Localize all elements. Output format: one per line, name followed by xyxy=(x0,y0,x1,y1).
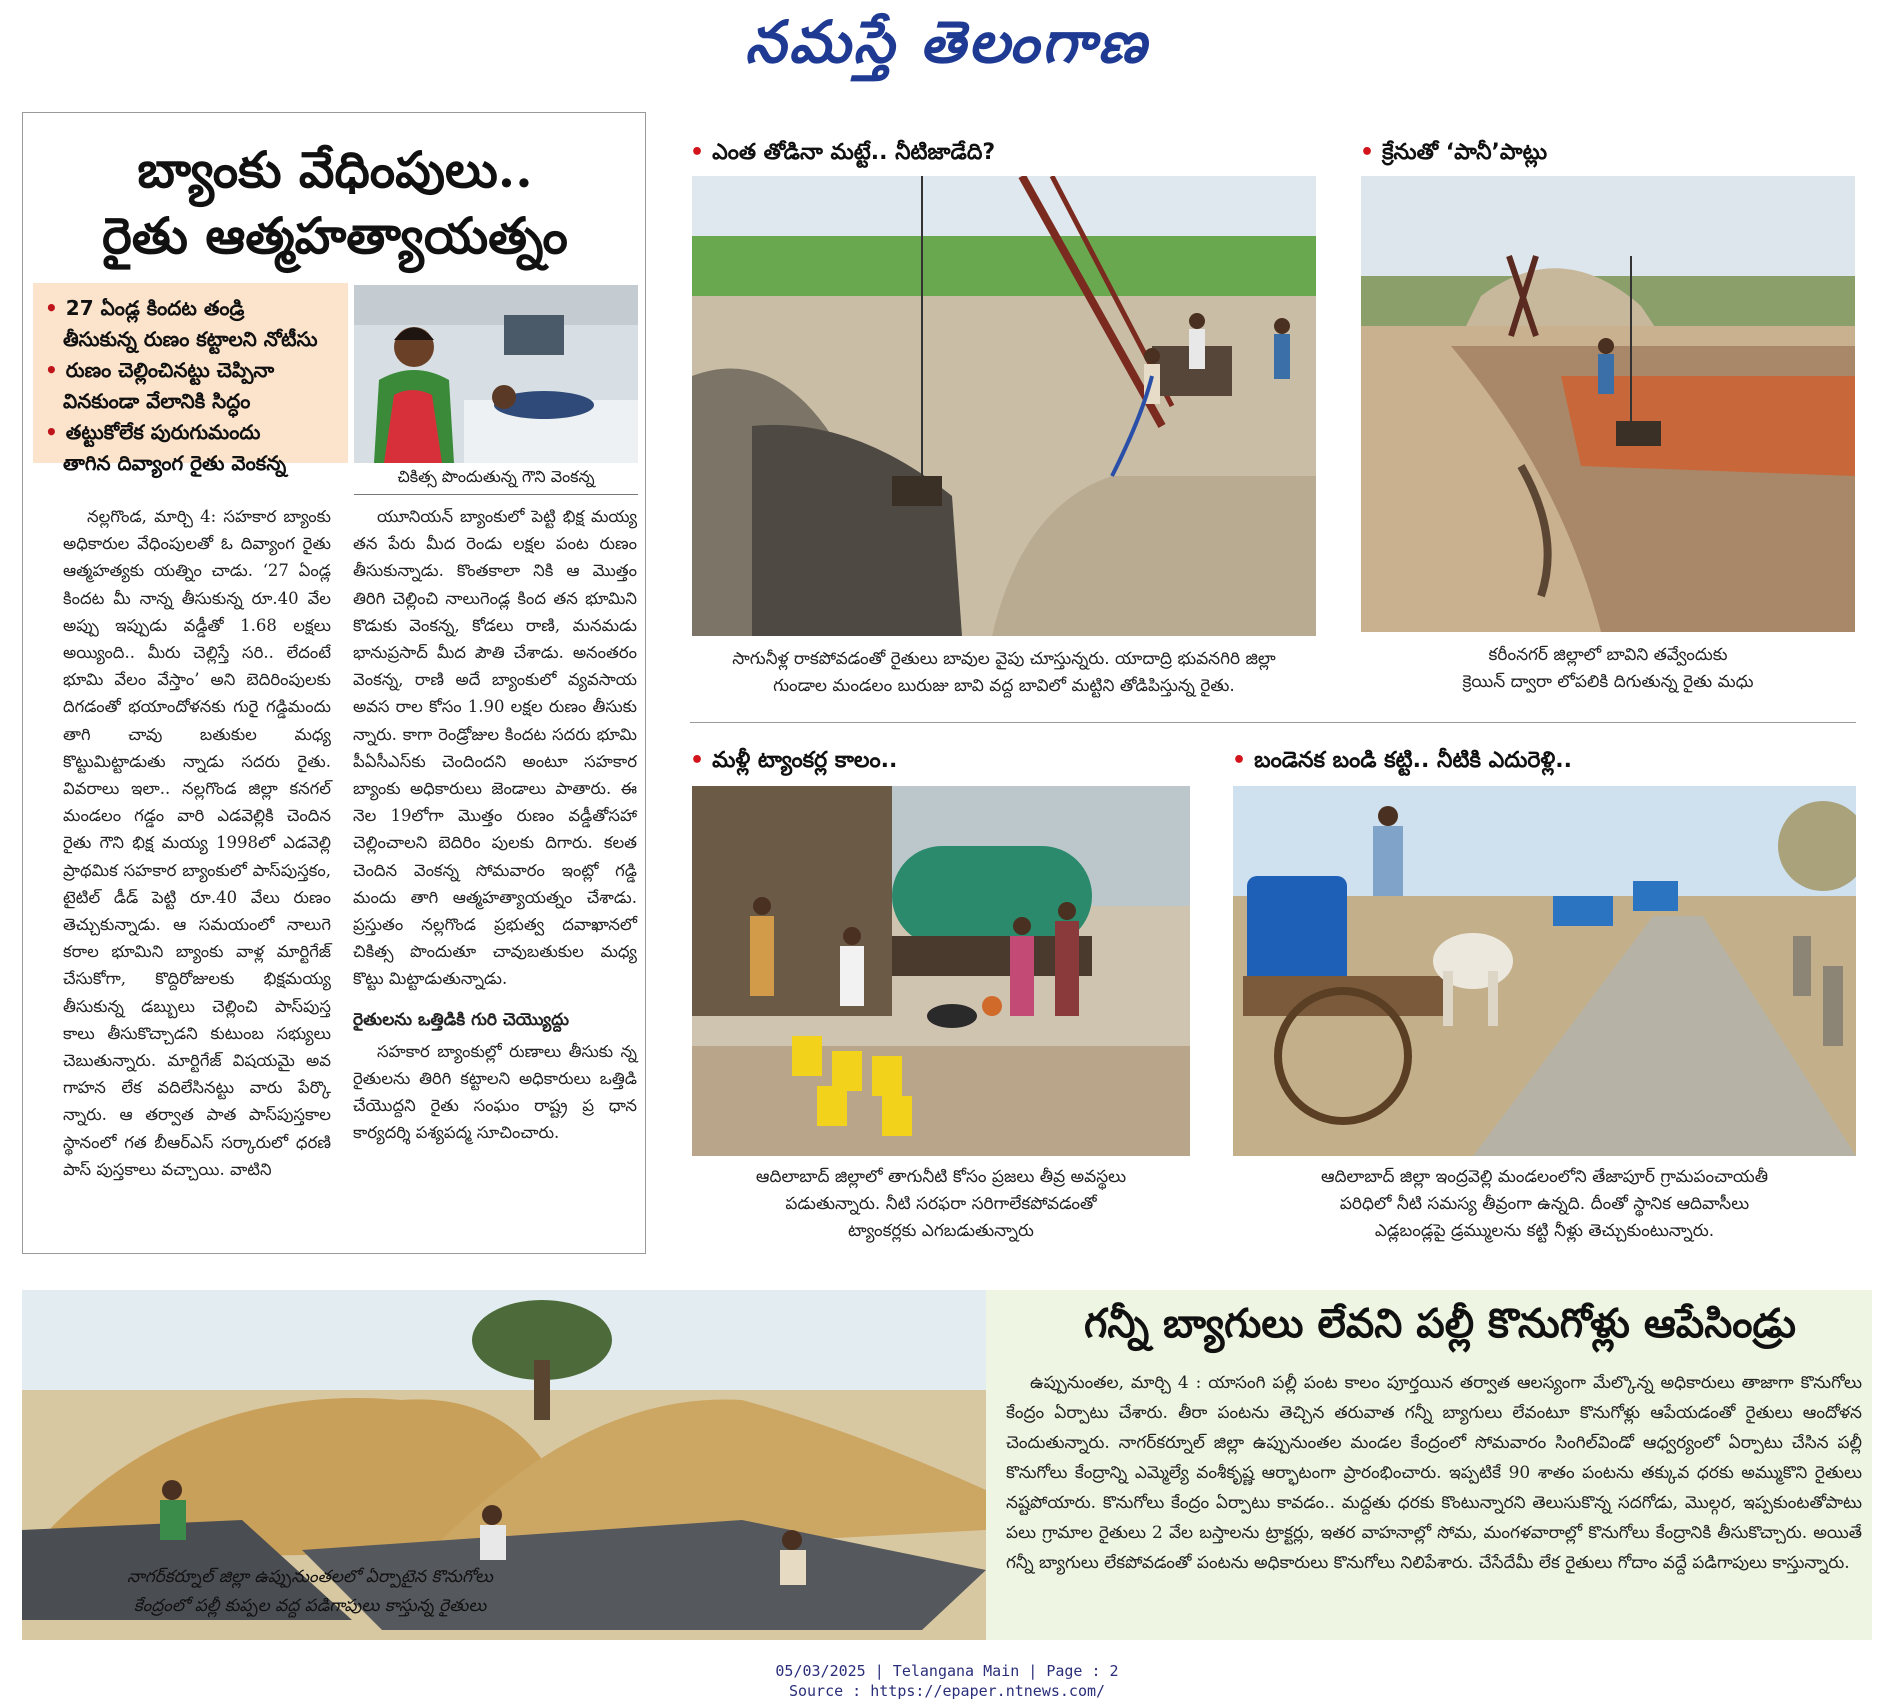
photo-story-4-caption xyxy=(1233,1164,1856,1245)
photo-story-2-title-text: క్రేనుతో ‘పానీ’పాట్లు xyxy=(1382,140,1548,165)
photo-story-2-caption-line2: క్రెయిన్‌ ద్వారా లోపలికి దిగుతున్న రైతు మధు xyxy=(1462,672,1754,692)
photo-story-4-title-text: బండెనక బండి కట్టి.. నీటికి ఎదురెళ్లి.. xyxy=(1254,748,1572,773)
lead-photo-caption: చికిత్స పొందుతున్న గౌని వెంకన్న xyxy=(354,467,638,495)
lead-photo-hospital xyxy=(354,285,638,463)
section-divider xyxy=(690,722,1856,723)
bullet-dot-icon: • xyxy=(690,140,705,165)
photo-story-3-caption xyxy=(692,1164,1190,1245)
highlight-1-line2: తీసుకున్న రుణం కట్టాలని నోటీసు xyxy=(63,327,318,351)
lead-headline xyxy=(23,137,647,269)
photo-story-4-caption-line3: ఎడ్లబండ్లపై డ్రమ్ములను కట్టి నీళ్లు తెచ్చుకుంటున్నారు. xyxy=(1374,1221,1715,1241)
photo-story-1-title xyxy=(690,140,995,170)
bullet-dot-icon: • xyxy=(1360,140,1375,165)
lead-body-column-2 xyxy=(353,503,637,1147)
lead-body-column-2b-text: సహకార బ్యాంకుల్లో రుణాలు తీసుకు న్న రైతులను తిరిగి కట్టాలని అధికారులు ఒత్తిడి చేయొద్దని రైతు సంఘం రాష్ట్ర ప్ర ధాన కార్యదర్శి పశ్యపద్మ సూచించారు. xyxy=(353,1041,637,1143)
photo-story-3-title xyxy=(690,748,897,778)
bottom-story-headline: గన్నీ బ్యాగులు లేవని పల్లీ కొనుగోళ్లు ఆపేసిండ్రు xyxy=(1084,1300,1796,1347)
photo-story-3-caption-line2: పడుతున్నారు. నీటి సరఫరా సరిగాలేకపోవడంతో xyxy=(785,1194,1097,1214)
photo-story-4-caption-line1: ఆదిలాబాద్‌ జిల్లా ఇంద్రవెల్లి మండలంలోని తేజాపూర్‌ గ్రామపంచాయతీ xyxy=(1320,1167,1769,1187)
lead-subheading: రైతులను ఒత్తిడికి గురి చెయ్యొద్దు xyxy=(353,1009,570,1030)
bullet-dot-icon: • xyxy=(1232,748,1247,773)
masthead-logo: నమస్తే తెలంగాణ xyxy=(745,8,1149,76)
photo-story-4-image xyxy=(1233,786,1856,1156)
photo-story-1-caption-line2: గుండాల మండలం బురుజు బావి వద్ద బావిలో మట్టిని తోడిపిస్తున్న రైతు. xyxy=(773,676,1235,696)
photo-story-1-caption-line1: సాగునీళ్ల రాకపోవడంతో రైతులు బావుల వైపు చూస్తున్నరు. యాదాద్రి భువనగిరి జిల్లా xyxy=(732,649,1276,669)
lead-headline-line2: రైతు ఆత్మహత్యాయత్నం xyxy=(102,206,568,265)
photo-story-2-caption xyxy=(1361,642,1855,696)
photo-story-2-caption-line1: కరీంనగర్‌ జిల్లాలో బావిని తవ్వేందుకు xyxy=(1488,645,1728,665)
photo-story-3-title-text: మళ్లీ ట్యాంకర్ల కాలం.. xyxy=(712,748,898,773)
photo-story-2-title xyxy=(1360,140,1547,170)
lead-story xyxy=(22,112,646,1254)
photo-story-3-caption-line1: ఆదిలాబాద్‌ జిల్లాలో తాగునీటి కోసం ప్రజలు తీవ్ర అవస్థలు xyxy=(755,1167,1127,1187)
lead-body-column-1: నల్లగొండ, మార్చి 4: సహకార బ్యాంకు అధికారుల వేధింపులతో ఓ దివ్యాంగ రైతు ఆత్మహత్యకు యత్నిం చాడు. ‘27 ఏండ్ల కిందట మీ నాన్న తీసుకున్న రూ.40 వేల అప్పు ఇప్పుడు వడ్డీతో 1.68 లక్షలు అయ్యింది.. మీరు చెల్లిస్తే సరి.. లేదంటే భూమి వేలం వేస్తాం’ అని బెదిరింపులకు దిగడంతో భయాందోళనకు గురై గడ్డిమందు తాగి చావు బతుకుల మధ్య కొట్టుమిట్టాడుతు న్నాడు సదరు రైతు. వివరాలు ఇలా.. నల్లగొండ జిల్లా కనగల్‌ మండలం గడ్డం వారి ఎడవెల్లికి చెందిన రైతు గౌని భిక్ష మయ్య 1998లో ఎడవెల్లి ప్రాథమిక సహకార బ్యాంకులో పాస్‌పుస్తకం, టైటిల్‌ డీడ్‌ పెట్టి రూ.40 వేలు రుణం తెచ్చుకున్నాడు. ఆ సమయంలో నాలుగె కరాల భూమిని బ్యాంకు వాళ్ల మార్టిగేజ్‌ చేసుకోగా, కొద్దిరోజులకు భిక్షమయ్య తీసుకున్న డబ్బులు చెల్లించి పాస్‌పుస్త కాలు తీసుకొచ్చాడని కుటుంబ సభ్యులు చెబుతున్నారు. మార్టిగేజ్‌ విషయమై అవ గాహన లేక వదిలేసినట్టు వారు పేర్కొ న్నారు. ఆ తర్వాత పాత పాస్‌పుస్తకాల స్థానంలో గత బీఆర్‌ఎస్‌ సర్కారులో ధరణి పాస్‌ పుస్తకాలు వచ్చాయి. వాటిని xyxy=(63,507,331,1179)
bullet-dot-icon: • xyxy=(690,748,705,773)
highlight-3-line2: తాగిన దివ్యాంగ రైతు వెంకన్న xyxy=(63,451,287,475)
photo-story-2-image xyxy=(1361,176,1855,632)
bottom-photo-caption-line1: నాగర్‌కర్నూల్‌ జిల్లా ఉప్పునుంతలలో ఏర్పాటైన కొనుగోలు xyxy=(127,1567,493,1587)
photo-story-4-title xyxy=(1232,748,1572,778)
photo-story-1-image xyxy=(692,176,1316,636)
photo-story-1-caption xyxy=(692,646,1316,700)
bottom-photo-caption xyxy=(90,1563,530,1621)
highlights-box xyxy=(33,283,348,475)
photo-story-4-caption-line2: పరిధిలో నీటి సమస్య తీవ్రంగా ఉన్నది. దీంతో స్థానిక ఆదివాసీలు xyxy=(1339,1194,1750,1214)
photo-story-3-caption-line3: ట్యాంకర్లకు ఎగబడుతున్నారు xyxy=(848,1221,1034,1241)
photo-story-3-image xyxy=(692,786,1190,1156)
bottom-story-body: ఉప్పునుంతల, మార్చి 4 : యాసంగి పల్లీ పంట కాలం పూర్తయిన తర్వాత ఆలస్యంగా మేల్కొన్న అధికారులు తాజాగా కొనుగోలు కేంద్రం ఏర్పాటు చేశారు. తీరా పంటను తెచ్చిన తరువాత గన్నీ బ్యాగులు లేవంటూ కొనుగోళ్లు ఆపేయడంతో రైతులు ఆందోళన చెందుతున్నారు. నాగర్‌కర్నూల్‌ జిల్లా ఉప్పునుంతల మండల కేంద్రంలో సోమవారం సింగిల్‌విండో ఆధ్వర్యంలో ఏర్పాటు చేసిన పల్లీ కొనుగోలు కేంద్రాన్ని ఎమ్మెల్యే వంశీకృష్ణ ఆర్భాటంగా ప్రారంభించారు. ఇప్పటికే 90 శాతం పంటను తక్కువ ధరకు అమ్ముకొని రైతులు నష్టపోయారు. కొనుగోలు కేంద్రం ఏర్పాటు కావడం.. మద్దతు ధరకు కొంటున్నారని తెలుసుకొన్న సదగోడు, మొల్గర, ఇప్పకుంటతోపాటు పలు గ్రామాల రైతులు 2 వేల బస్తాలను ట్రాక్టర్లు, ఇతర వాహనాల్లో సోమ, మంగళవారాల్లో కొనుగోలు కేంద్రానికి తీసుకొచ్చారు. అయితే గన్నీ బ్యాగులు లేకపోవడంతో పంటను అధికారులు కొనుగోలు నిలిపేశారు. చేసేదేమీ లేక రైతులు గోదాం వద్దే పడిగాపులు కాస్తున్నారు. xyxy=(1006,1373,1862,1573)
highlight-2-line1: • రుణం చెల్లించినట్టు చెప్పినా xyxy=(45,355,342,386)
bottom-photo-caption-line2: కేంద్రంలో పల్లీ కుప్పల వద్ద పడిగాపులు కాస్తున్న రైతులు xyxy=(133,1596,487,1616)
highlight-1-line1: • 27 ఏండ్ల కిందట తండ్రి xyxy=(45,293,342,324)
lead-body-column-2-text: యూనియన్‌ బ్యాంకులో పెట్టి భిక్ష మయ్య తన పేరు మీద రెండు లక్షల పంట రుణం తీసుకున్నాడు. కొంతకాలా నికి ఆ మొత్తం తిరిగి చెల్లించి నాలుగెండ్ల కింద తన భూమిని కొడుకు వెంకన్న, కోడలు రాణి, మనమడు భానుప్రసాద్‌ మీద పౌతి చేశాడు. అనంతరం వెంకన్న, రాణి అదే బ్యాంకులో వ్యవసాయ అవస రాల కోసం 1.90 లక్షల రుణం తీసుకు న్నారు. కాగా రెండ్రోజుల కిందట సదరు భూమి పీఏసీఎస్‌కు చెందిందని అంటూ సహకార బ్యాంకు అధికారులు జెండాలు పాతారు. ఈ నెల 19లోగా మొత్తం రుణం వడ్డీతోసహా చెల్లించాలని బెదిరిం పులకు దిగారు. కలత చెందిన వెంకన్న సోమవారం ఇంట్లో గడ్డి మందు తాగి ఆత్మహత్యాయత్నం చేశాడు. ప్రస్తుతం నల్లగొండ ప్రభుత్వ దవాఖానలో చికిత్స పొందుతూ చావుబతుకుల మధ్య కొట్టు మిట్టాడుతున్నాడు. xyxy=(353,507,637,989)
footer-edition-info: 05/03/2025 | Telangana Main | Page : 2 xyxy=(775,1662,1119,1680)
lead-headline-line1: బ్యాంకు వేధింపులు.. xyxy=(137,140,533,199)
photo-story-1-title-text: ఎంత తోడినా మట్టే.. నీటిజాడేది? xyxy=(712,140,996,165)
footer-source-link[interactable]: Source : https://epaper.ntnews.com/ xyxy=(788,1682,1106,1700)
highlight-3-line1: • తట్టుకోలేక పురుగుమందు xyxy=(45,417,342,448)
highlight-2-line2: వినకుండా వేలానికి సిద్ధం xyxy=(63,389,251,413)
